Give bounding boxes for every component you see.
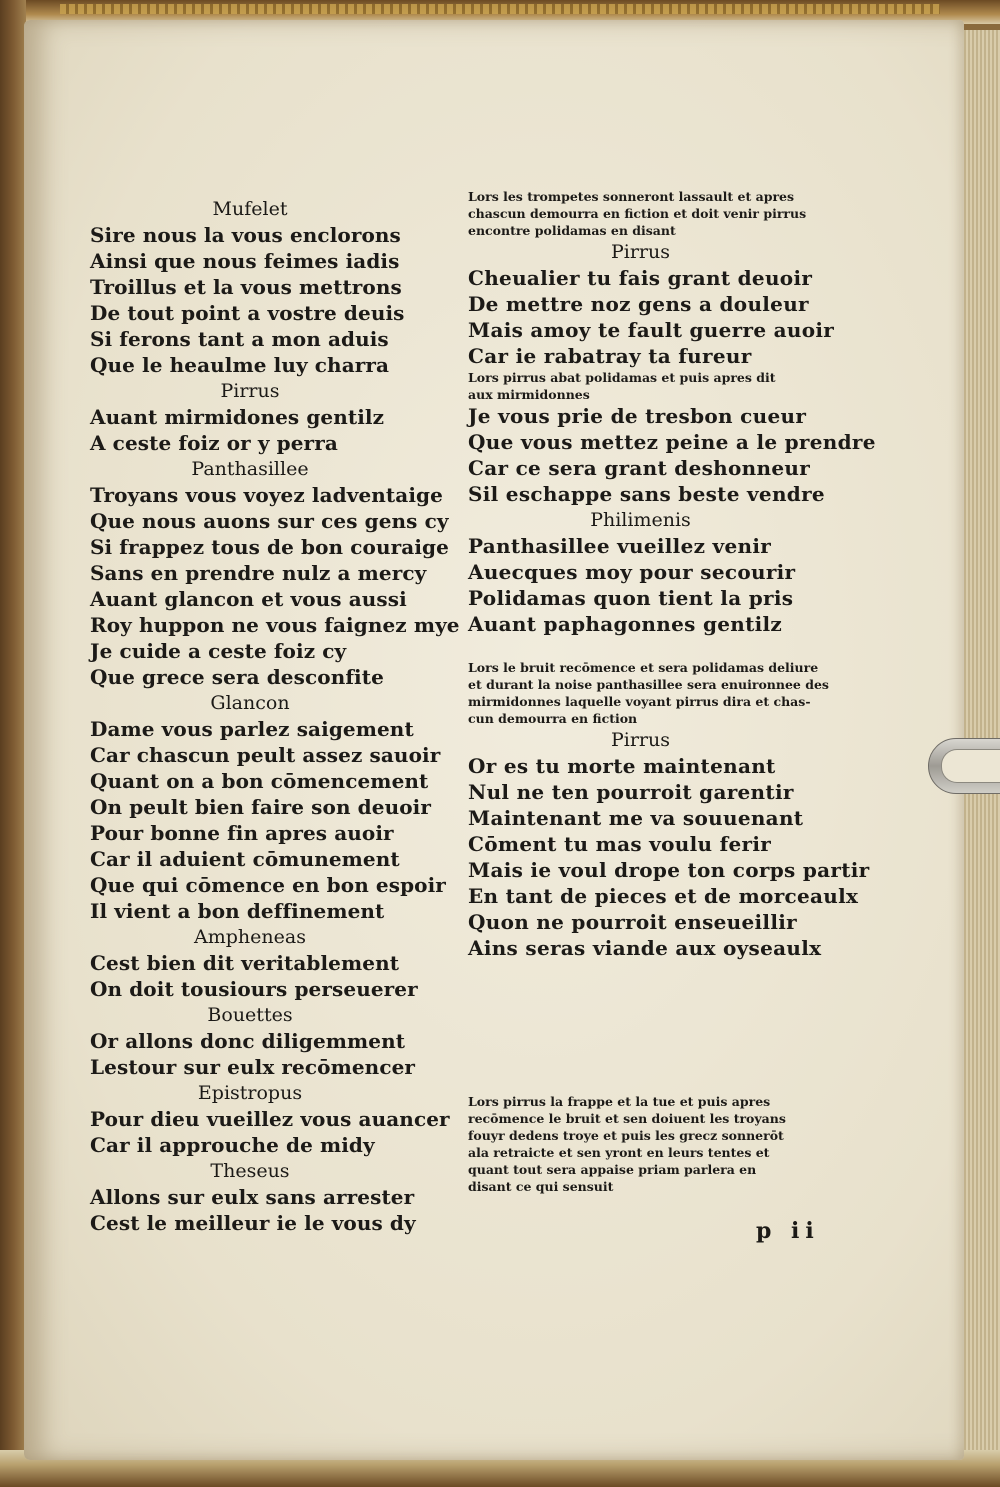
verse-line: Dame vous parlez saigement [90,717,414,741]
verse-line: Car chascun peult assez sauoir [90,743,441,767]
speaker-name: Mufelet [212,198,288,220]
stage-direction-line: encontre polidamas en disant [468,223,676,238]
speaker-name: Glancon [210,692,290,714]
verse-line: Auant glancon et vous aussi [90,587,407,611]
stage-direction-line: cun demourra en fiction [468,711,638,726]
left-text-column [90,196,460,1236]
spacer [468,637,813,659]
spacer [468,961,813,1093]
stage-direction-line: Lors les trompetes sonneront lassault et apres [468,189,795,204]
gilt-border [60,4,940,14]
book-binding [0,0,26,1487]
verse-line: Je vous prie de tresbon cueur [468,404,807,428]
verse-line: Auant paphagonnes gentilz [468,612,783,636]
stage-direction-line: aux mirmidonnes [468,387,590,402]
speaker-name: Pirrus [610,241,670,263]
verse-line: Cest le meilleur ie le vous dy [90,1211,416,1235]
verse-line: Que qui cōmence en bon espoir [90,873,446,897]
verse-line: Auecques moy pour secourir [468,560,796,584]
stage-direction [468,659,829,727]
stage-direction-line: ala retraicte et sen yront en leurs tentes et [468,1145,770,1160]
verse-line: Nul ne ten pourroit garentir [468,780,794,804]
verse-line: Ains seras viande aux oyseaulx [468,936,822,960]
stage-direction [468,188,813,239]
verse-line: Quant on a bon cōmencement [90,769,429,793]
speaker-name: Philimenis [590,509,691,531]
verse-line: Que le heaulme luy charra [90,353,390,377]
verse-line: Allons sur eulx sans arrester [90,1185,415,1209]
verse-line: Lestour sur eulx recōmencer [90,1055,416,1079]
speaker-name: Bouettes [207,1004,293,1026]
verse-line: On peult bien faire son deuoir [90,795,431,819]
verse-line: On doit tousiours perseuerer [90,977,418,1001]
verse-line: Or allons donc diligemment [90,1029,406,1053]
verse-line: Car ce sera grant deshonneur [468,456,811,480]
verse-line: Panthasillee vueillez venir [468,534,772,558]
verse-line: Cest bien dit veritablement [90,951,400,975]
stage-direction-line: Lors le bruit recōmence et sera polidamas deliure [468,660,819,675]
stage-direction-line: chascun demourra en fiction et doit venir pirrus [468,206,807,221]
verse-line: Cheualier tu fais grant deuoir [468,266,813,290]
verse-line: Polidamas quon tient la pris [468,586,794,610]
verse-line: Maintenant me va souuenant [468,806,804,830]
verse-line: Je cuide a ceste foiz cy [90,639,347,663]
verse-line: Mais amoy te fault guerre auoir [468,318,835,342]
verse-line: Troillus et la vous mettrons [90,275,402,299]
verse-line: Quon ne pourroit enseueillir [468,910,797,934]
stage-direction [468,369,813,403]
verse-line: Si frappez tous de bon couraige [90,535,449,559]
speaker-name: Pirrus [220,380,280,402]
verse-line: De tout point a vostre deuis [90,301,405,325]
stage-direction-line: recōmence le bruit et sen doiuent les troyans [468,1111,786,1126]
verse-line: Sans en prendre nulz a mercy [90,561,427,585]
speaker-name: Epistropus [197,1082,303,1104]
verse-line: Cōment tu mas voulu ferir [468,832,772,856]
verse-line: Il vient a bon deffinement [90,899,385,923]
verse-line: Sire nous la vous enclorons [90,223,401,247]
verse-line: Car il aduient cōmunement [90,847,400,871]
right-text-column [468,188,876,1195]
verse-line: Sil eschappe sans beste vendre [468,482,825,506]
verse-line: Car ie rabatray ta fureur [468,344,752,368]
verse-line: Roy huppon ne vous faignez mye [90,613,460,637]
verse-line: En tant de pieces et de morceaulx [468,884,859,908]
verse-line: Auant mirmidones gentilz [90,405,385,429]
page-clip [928,738,1000,794]
verse-line: Pour bonne fin apres auoir [90,821,394,845]
speaker-name: Ampheneas [194,926,306,948]
verse-line: Ainsi que nous feimes iadis [90,249,400,273]
verse-line: Que vous mettez peine a le prendre [468,430,876,454]
stage-direction-line: mirmidonnes laquelle voyant pirrus dira et chas- [468,694,811,709]
verse-line: Troyans vous voyez ladventaige [90,483,443,507]
stage-direction [468,1093,813,1195]
verse-line: Mais ie voul drope ton corps partir [468,858,870,882]
stage-direction-line: et durant la noise panthasillee sera enuironnee des [468,677,829,692]
verse-line: Que grece sera desconfite [90,665,384,689]
stage-direction-line: fouyr dedens troye et puis les grecz sonnerōt [468,1128,784,1143]
verse-line: Or es tu morte maintenant [468,754,776,778]
stage-direction-line: Lors pirrus abat polidamas et puis apres dit [468,370,776,385]
verse-line: A ceste foiz or y perra [90,431,338,455]
speaker-name: Panthasillee [191,458,309,480]
verse-line: Que nous auons sur ces gens cy [90,509,449,533]
verse-line: Si ferons tant a mon aduis [90,327,389,351]
signature-mark: p ii [756,1218,820,1244]
speaker-name: Theseus [210,1160,290,1182]
speaker-name: Pirrus [610,729,670,751]
stage-direction-line: disant ce qui sensuit [468,1179,614,1194]
stage-direction-line: Lors pirrus la frappe et la tue et puis apres [468,1094,771,1109]
stage-direction-line: quant tout sera appaise priam parlera en [468,1162,757,1177]
verse-line: De mettre noz gens a douleur [468,292,809,316]
verse-line: Pour dieu vueillez vous auancer [90,1107,450,1131]
verse-line: Car il approuche de midy [90,1133,375,1157]
